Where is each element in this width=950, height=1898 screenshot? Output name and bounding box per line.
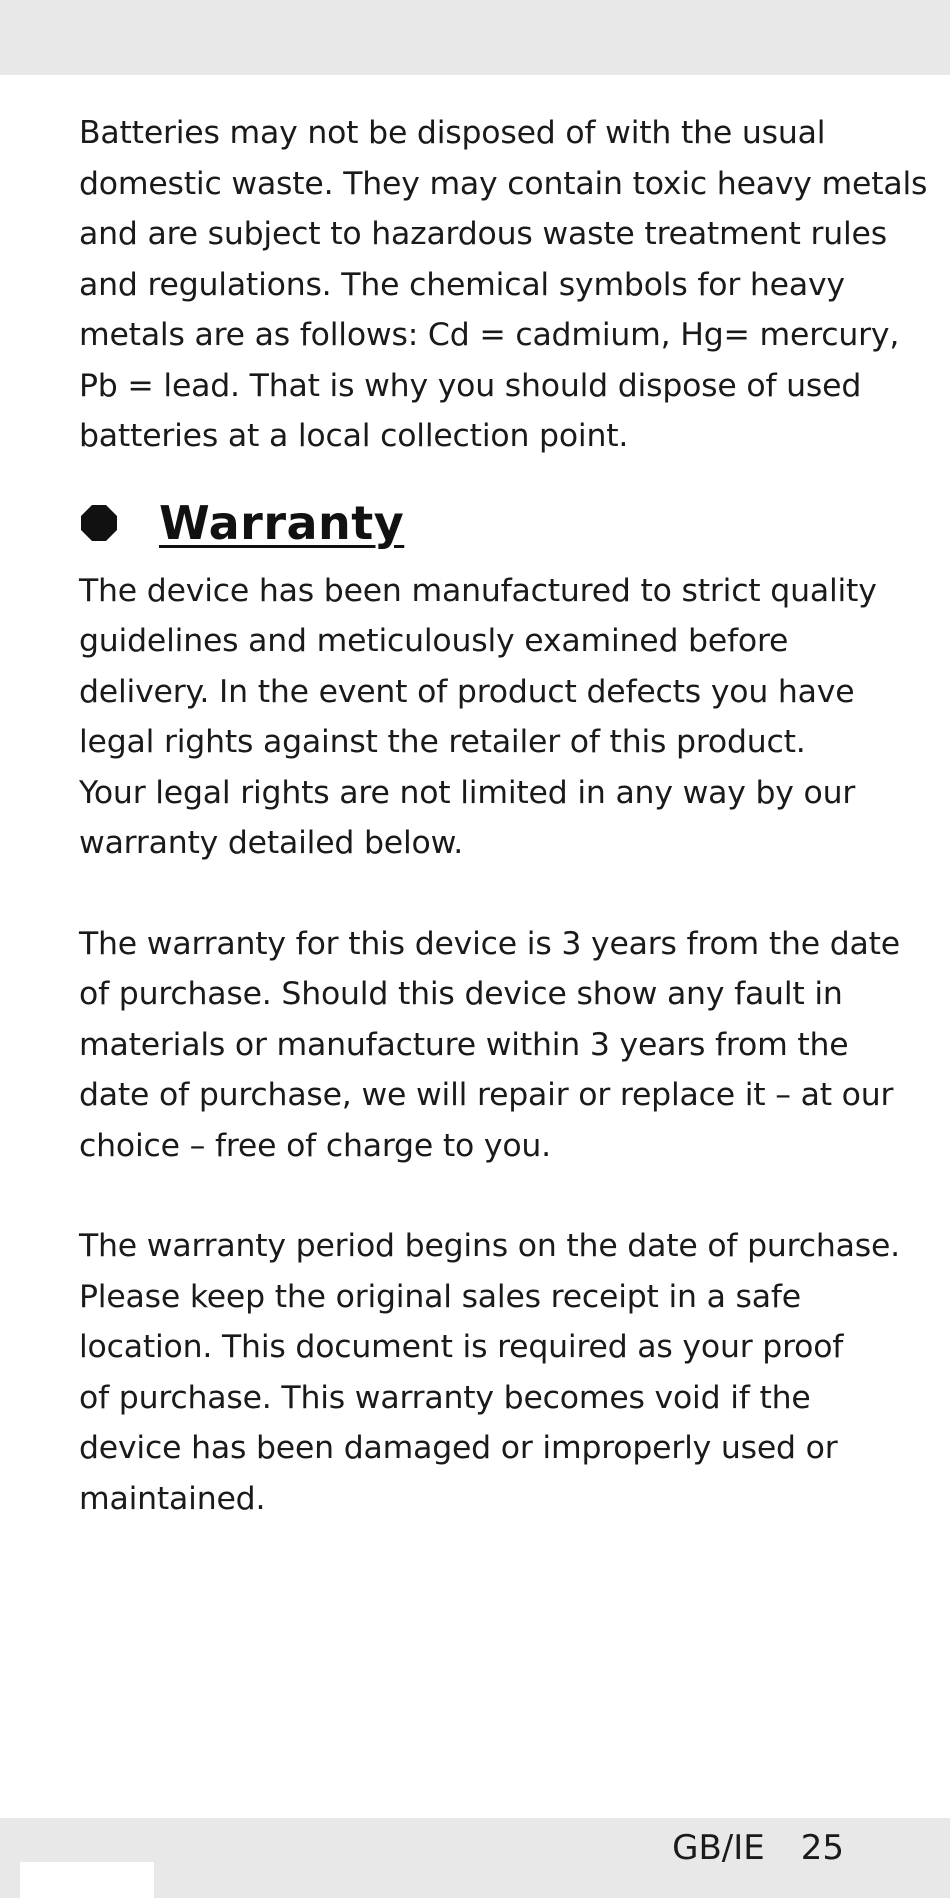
text-line: location. This document is required as your proof: [79, 1329, 844, 1365]
paragraph-spacer: [79, 869, 879, 919]
text-line: domestic waste. They may contain toxic heavy metals: [79, 165, 928, 202]
warranty-paragraph-3: [79, 1221, 900, 1524]
text-line: Pb = lead. That is why you should dispose of used: [79, 367, 862, 404]
warranty-heading-row: [79, 494, 879, 552]
warranty-paragraph-1: [79, 566, 879, 869]
text-line: The warranty for this device is 3 years from the date: [79, 925, 900, 962]
battery-disposal-paragraph: [79, 108, 928, 462]
text-line: Please keep the original sales receipt in a safe: [79, 1278, 801, 1315]
page-top-band: [0, 0, 950, 75]
text-line: of purchase. Should this device show any fault in: [79, 976, 843, 1012]
text-line: guidelines and meticulously examined before: [79, 623, 789, 659]
paragraph-spacer: [79, 1171, 879, 1221]
text-line: Your legal rights are not limited in any way by our: [79, 774, 856, 811]
text-line: maintained.: [79, 1480, 266, 1517]
text-line: batteries at a local collection point.: [79, 418, 629, 454]
text-line: metals are as follows: Cd = cadmium, Hg= mercury,: [79, 317, 900, 353]
region-label: GB/IE: [672, 1828, 765, 1868]
text-line: delivery. In the event of product defects you have: [79, 673, 855, 710]
text-line: The warranty period begins on the date of purchase.: [79, 1228, 900, 1264]
text-line: materials or manufacture within 3 years from the: [79, 1026, 849, 1063]
text-line: and are subject to hazardous waste treatment rules: [79, 216, 887, 252]
warranty-heading: Warranty: [159, 495, 405, 550]
text-line: Batteries may not be disposed of with the usual: [79, 115, 826, 151]
text-line: The device has been manufactured to strict quality: [79, 572, 877, 609]
text-line: choice – free of charge to you.: [79, 1127, 551, 1164]
text-line: and regulations. The chemical symbols for heavy: [79, 266, 845, 303]
text-line: legal rights against the retailer of this product.: [79, 724, 806, 760]
text-line: of purchase. This warranty becomes void if the: [79, 1379, 811, 1416]
footer-tab-marker: [20, 1862, 154, 1898]
text-line: warranty detailed below.: [79, 825, 464, 861]
octagon-bullet-icon: [81, 505, 117, 541]
page-number: 25: [800, 1828, 844, 1868]
text-line: device has been damaged or improperly used or: [79, 1430, 838, 1466]
warranty-paragraph-2: [79, 919, 900, 1172]
page-footer: [672, 1828, 844, 1868]
page-content: [79, 108, 928, 1524]
text-line: date of purchase, we will repair or replace it – at our: [79, 1077, 894, 1113]
